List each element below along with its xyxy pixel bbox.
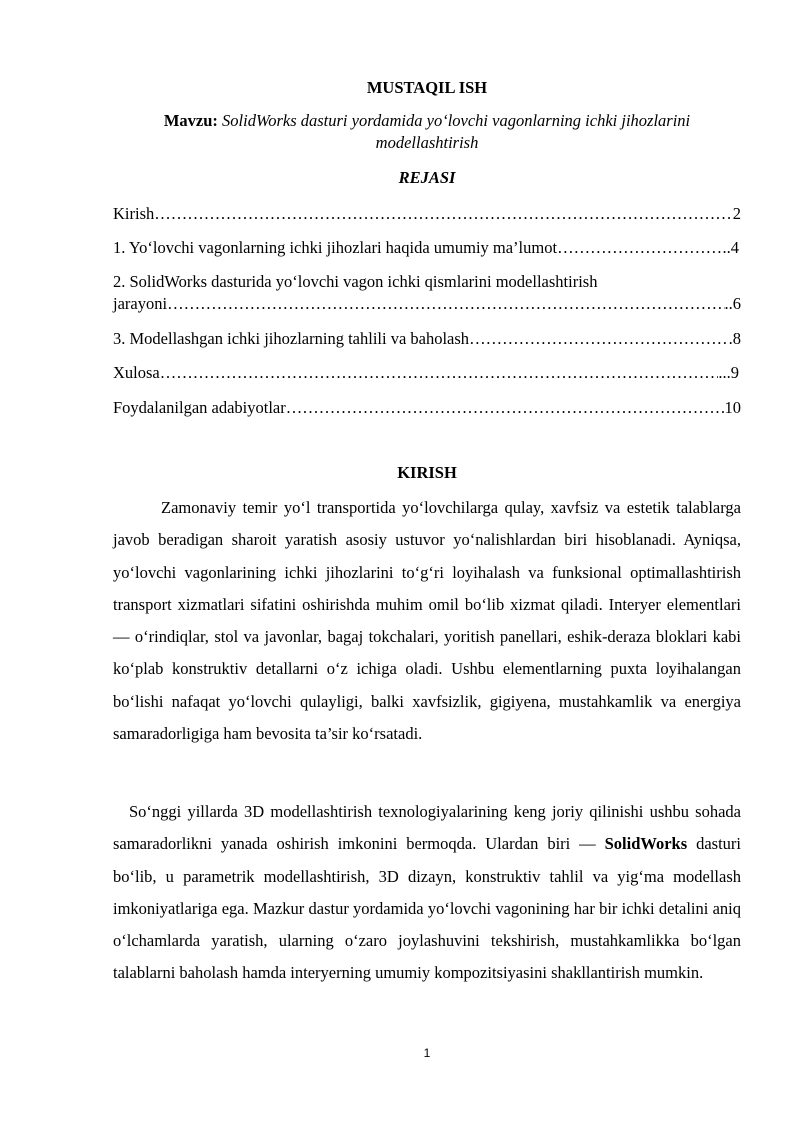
toc-leader	[154, 203, 733, 225]
toc-item-3	[113, 328, 741, 350]
toc-item-text: Kirish	[113, 204, 155, 223]
toc-leader	[286, 397, 725, 419]
toc-item-text-line1: 2. SolidWorks dasturida yo‘lovchi vagon ichki qismlarini modellashtirish	[113, 272, 598, 291]
toc-item-page: 2	[732, 204, 741, 223]
toc-leader	[167, 293, 724, 315]
toc-item-text: 1. Yo‘lovchi vagonlarning ichki jihozlari haqida umumiy ma’lumot	[113, 238, 558, 257]
subject-line	[113, 110, 741, 154]
para2-text-b: dasturi bo‘lib, u parametrik modellashtirish, 3D dizayn, konstruktiv tahlil va yig‘ma modellash imkoniyatlariga ega. Mazkur dastur yordamida yo‘lovchi vagonining har bir ichki detalini aniq o‘lchamlarda yaratish, ularning o‘zaro joylashuvini tekshirish, mustahkamlikka bo‘lgan talablarni baholash hamda interyerning umumiy kompozitsiyasini shakllantirish mumkin.	[113, 834, 741, 983]
toc-item-xulosa	[113, 362, 741, 384]
page-number: 1	[423, 1046, 431, 1060]
plan-title: REJASI	[398, 168, 456, 187]
toc-item-adabiyotlar	[113, 397, 741, 419]
intro-paragraph-1: Zamonaviy temir yo‘l transportida yo‘lovchilarga qulay, xavfsiz va estetik talablarga javob beradigan sharoit yaratish asosiy ustuvor yo‘nalishlardan biri hisoblanadi. Ayniqsa, yo‘lovchi vagonlarining ichki jihozlarini to‘g‘ri loyihalash va funksional optimallashtirish transport xizmatlari sifatini oshirishda muhim omil bo‘lib xizmat qiladi. Interyer elementlari — o‘rindiqlar, stol va javonlar, bagaj tokchalari, yoritish panellari, eshik-deraza bloklari kabi ko‘plab konstruktiv detallarni o‘z ichiga oladi. Ushbu elementlarning puxta loyihalangan bo‘lishi nafaqat yo‘lovchi qulayligi, balki xavfsizlik, gigiyena, mustahkamlik va energiya samaradorligiga ham bevosita ta’sir ko‘rsatadi.	[113, 498, 741, 744]
section-heading: KIRISH	[397, 463, 457, 482]
toc-leader	[469, 328, 729, 350]
toc-item-text: Xulosa	[113, 363, 160, 382]
toc-item-2	[113, 271, 741, 315]
toc-item-text-line2: jarayoni	[113, 294, 168, 313]
para2-text-a: So‘nggi yillarda 3D modellashtirish texnologiyalarining keng joriy qilinishi ushbu sohada samaradorlikni yanada oshirish imkonini bermoqda. Ulardan biri —	[113, 802, 741, 854]
toc-item-page: ..6	[724, 294, 741, 313]
subject-text: SolidWorks dasturi yordamida yo‘lovchi vagonlarning ichki jihozlarini modellashtirish	[217, 111, 691, 152]
toc-leader	[557, 237, 722, 259]
para2-bold-term: SolidWorks	[604, 834, 688, 854]
toc-item-page: 10	[724, 398, 741, 417]
document-page	[113, 0, 741, 1131]
toc-item-text: 3. Modellashgan ichki jihozlarning tahlili va baholash	[113, 329, 470, 348]
toc-item-page: .8	[728, 329, 741, 348]
toc-item-text: Foydalanilgan adabiyotlar	[113, 398, 286, 417]
toc-item-1	[113, 237, 741, 259]
toc-leader	[160, 362, 719, 384]
document-title: MUSTAQIL ISH	[366, 78, 488, 97]
toc-item-kirish	[113, 203, 741, 225]
intro-paragraph-2	[113, 796, 741, 990]
toc-item-page: ...9	[718, 363, 739, 382]
toc-item-page: ..4	[722, 238, 739, 257]
subject-label: Mavzu:	[163, 111, 218, 130]
